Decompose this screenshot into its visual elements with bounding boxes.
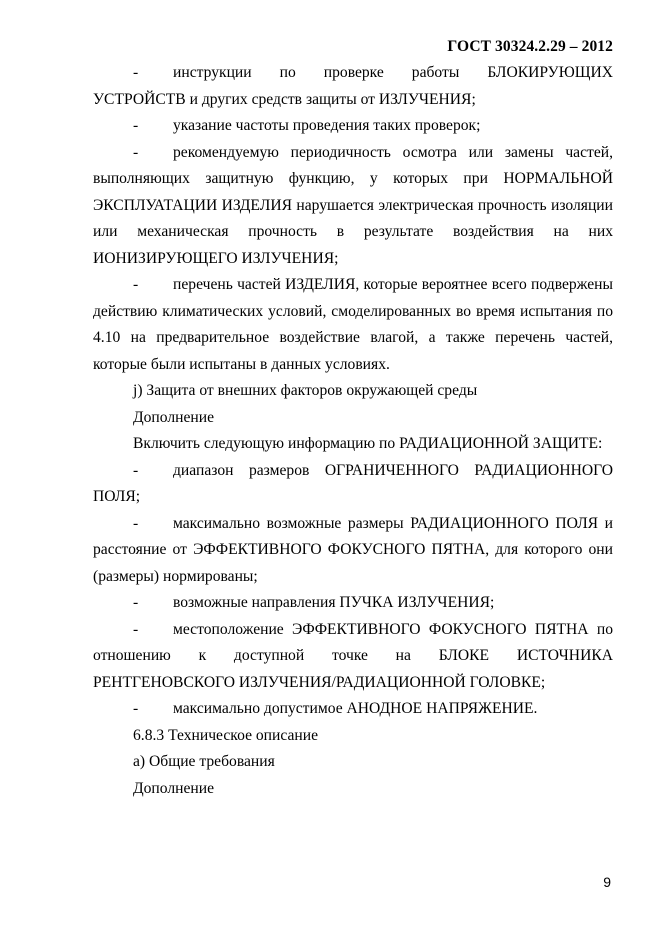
list-dash: - xyxy=(133,64,139,81)
list-item xyxy=(93,60,613,113)
list-dash: - xyxy=(133,620,139,638)
list-dash: - xyxy=(133,514,139,532)
list-dash: - xyxy=(133,594,139,611)
list-dash: - xyxy=(133,276,139,293)
list-dash: - xyxy=(133,117,139,134)
document-body xyxy=(93,60,613,802)
list-dash: - xyxy=(133,700,139,717)
list-item xyxy=(93,511,613,591)
list-item-text: рекомендуемую периодичность осмотра или замены частей, выполняющих защитную функцию, у которых при НОРМАЛЬНОЙ ЭКСПЛУАТАЦИИ ИЗДЕЛИЯ нарушается электрическая прочность изоляции или механическая прочность в результате воздействия на них ИОНИЗИРУЮЩЕГО ИЗЛУЧЕНИЯ; xyxy=(93,143,613,267)
list-item-text: максимально возможные размеры РАДИАЦИОННОГО ПОЛЯ и расстояние от ЭФФЕКТИВНОГО ФОКУСНОГО ПЯТНА, для которого они (размеры) нормированы; xyxy=(93,514,613,585)
list-item xyxy=(93,458,613,511)
subsection-heading: a) Общие требования xyxy=(133,753,275,770)
list-item xyxy=(93,617,613,697)
list-dash: - xyxy=(133,143,139,161)
paragraph: Включить следующую информацию по РАДИАЦИОННОЙ ЗАЩИТЕ: xyxy=(133,435,603,452)
list-item-text: возможные направления ПУЧКА ИЗЛУЧЕНИЯ; xyxy=(173,594,495,611)
section-heading: j) Защита от внешних факторов окружающей среды xyxy=(133,382,478,399)
page-number: 9 xyxy=(603,874,611,890)
list-item xyxy=(93,696,613,723)
list-item xyxy=(93,113,613,140)
list-item xyxy=(93,140,613,273)
list-item xyxy=(93,590,613,617)
list-item-text: диапазон размеров ОГРАНИЧЕННОГО РАДИАЦИОННОГО ПОЛЯ; xyxy=(93,461,613,505)
addition-label: Дополнение xyxy=(133,408,215,426)
list-item-text: максимально допустимое АНОДНОЕ НАПРЯЖЕНИЕ. xyxy=(173,700,538,717)
document-header: ГОСТ 30324.2.29 – 2012 xyxy=(447,38,613,55)
list-item-text: инструкции по проверке работы БЛОКИРУЮЩИХ УСТРОЙСТВ и других средств защиты от ИЗЛУЧЕНИЯ; xyxy=(93,64,613,108)
list-item-text: перечень частей ИЗДЕЛИЯ, которые вероятнее всего подвержены действию климатических условий, смоделированных во время испытания по 4.10 на предварительное воздействие влагой, а также перечень частей, которые были испытаны в данных условиях. xyxy=(93,276,613,373)
list-item-text: указание частоты проведения таких проверок; xyxy=(173,117,481,134)
section-heading: 6.8.3 Техническое описание xyxy=(133,726,319,744)
list-dash: - xyxy=(133,461,139,479)
list-item-text: местоположение ЭФФЕКТИВНОГО ФОКУСНОГО ПЯТНА по отношению к доступной точке на БЛОКЕ ИСТОЧНИКА РЕНТГЕНОВСКОГО ИЗЛУЧЕНИЯ/РАДИАЦИОННОЙ ГОЛОВКЕ; xyxy=(93,620,613,691)
addition-label: Дополнение xyxy=(133,779,215,797)
list-item xyxy=(93,272,613,378)
